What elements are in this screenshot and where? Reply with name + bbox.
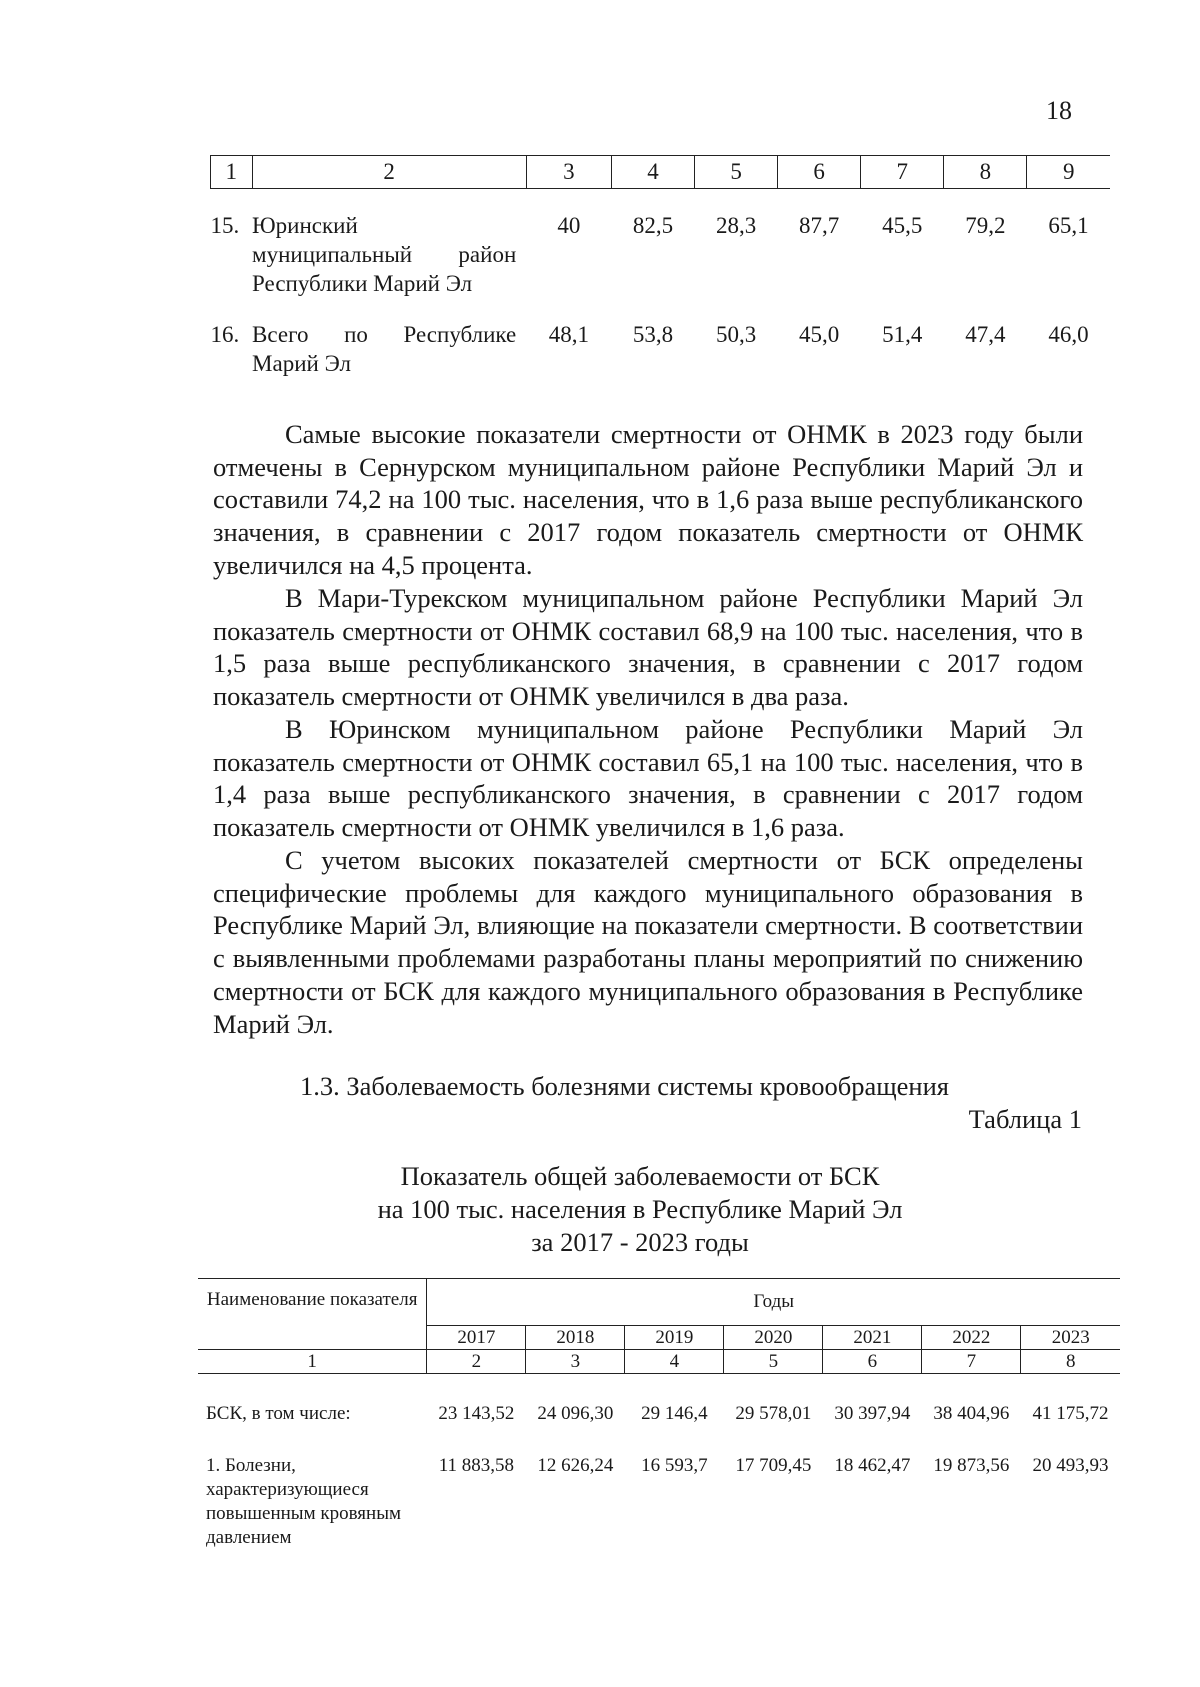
table-cell: 53,8 bbox=[632, 322, 674, 347]
column-header-years: Годы bbox=[427, 1279, 1120, 1326]
year-header: 2023 bbox=[1021, 1326, 1120, 1350]
table-cell: 18 462,47 bbox=[834, 1455, 911, 1476]
column-header: 1 bbox=[211, 156, 253, 189]
table-cell: 65,1 bbox=[1048, 213, 1089, 238]
index-cell: 3 bbox=[526, 1350, 625, 1374]
table-cell: 28,3 bbox=[715, 213, 757, 238]
index-cell: 8 bbox=[1021, 1350, 1120, 1374]
year-header: 2018 bbox=[526, 1326, 625, 1350]
table-cell: 51,4 bbox=[882, 322, 923, 347]
caption-line: Показатель общей заболеваемости от БСК bbox=[400, 1161, 880, 1191]
row-label: 1. Болезни, характеризующиеся повышенным кровяным давлением bbox=[206, 1455, 401, 1548]
table-label: Таблица 1 bbox=[968, 1104, 1082, 1134]
morbidity-table bbox=[198, 1278, 1120, 1550]
table-cell: 50,3 bbox=[715, 322, 757, 347]
row-name: Всего по Республике Марий Эл bbox=[252, 322, 517, 376]
table-cell: 87,7 bbox=[799, 213, 840, 238]
table-cell: 40 bbox=[557, 213, 581, 238]
column-header: 3 bbox=[526, 156, 611, 189]
table-row bbox=[198, 1402, 1120, 1426]
table-cell: 24 096,30 bbox=[537, 1403, 614, 1424]
row-label: БСК, в том числе: bbox=[206, 1403, 351, 1424]
paragraph: В Юринском муниципальном районе Республики Марий Эл показатель смертности от ОНМК составил 65,1 на 100 тыс. населения, что в 1,4 раза выше республиканского значения, в сравнении с 2017 годом показатель смертности от ОНМК увеличился в 1,6 раза. bbox=[213, 714, 1083, 843]
table-row bbox=[198, 1454, 1120, 1550]
section-heading: 1.3. Заболеваемость болезнями системы кровообращения bbox=[300, 1071, 949, 1101]
table-cell: 47,4 bbox=[965, 322, 1006, 347]
table-cell: 29 146,4 bbox=[641, 1403, 708, 1424]
table-cell: 19 873,56 bbox=[933, 1455, 1010, 1476]
column-header-name: Наименование показателя bbox=[198, 1279, 427, 1350]
table-row bbox=[211, 211, 1111, 298]
paragraph: Самые высокие показатели смертности от ОНМК в 2023 году были отмечены в Сернурском муниципальном районе Республики Марий Эл и составили 74,2 на 100 тыс. населения, что в 1,6 раза выше республиканского значения, в сравнении с 2017 годом показатель смертности от ОНМК увеличился на 4,5 процента. bbox=[213, 419, 1083, 580]
caption-line: за 2017 - 2023 годы bbox=[531, 1227, 749, 1257]
index-cell: 1 bbox=[198, 1350, 427, 1374]
mortality-table bbox=[210, 155, 1110, 378]
column-header: 6 bbox=[778, 156, 861, 189]
index-cell: 2 bbox=[427, 1350, 526, 1374]
index-row bbox=[198, 1350, 1120, 1374]
table-cell: 38 404,96 bbox=[933, 1403, 1010, 1424]
column-header: 4 bbox=[611, 156, 694, 189]
table-row bbox=[211, 320, 1111, 378]
table-cell: 29 578,01 bbox=[735, 1403, 812, 1424]
column-header: 7 bbox=[861, 156, 944, 189]
row-number: 16. bbox=[210, 322, 240, 347]
page-number: 18 bbox=[1046, 96, 1072, 125]
index-cell: 6 bbox=[823, 1350, 922, 1374]
year-header: 2022 bbox=[922, 1326, 1021, 1350]
column-header: 8 bbox=[944, 156, 1027, 189]
paragraph: С учетом высоких показателей смертности от БСК определены специфические проблемы для каждого муниципального образования в Республике Марий Эл, влияющие на показатели смертности. В соответствии с выявленными проблемами разработаны планы мероприятий по снижению смертности от БСК для каждого муниципального образования в Республике Марий Эл. bbox=[213, 845, 1083, 1039]
index-cell: 7 bbox=[922, 1350, 1021, 1374]
table-header-row bbox=[211, 156, 1111, 189]
table-cell: 45,0 bbox=[799, 322, 840, 347]
caption-line: на 100 тыс. населения в Республике Марий Эл bbox=[377, 1194, 903, 1224]
table-cell: 48,1 bbox=[548, 322, 589, 347]
row-number: 15. bbox=[210, 213, 240, 238]
column-header: 2 bbox=[252, 156, 526, 189]
year-header: 2021 bbox=[823, 1326, 922, 1350]
table-cell: 11 883,58 bbox=[438, 1455, 514, 1476]
table-cell: 16 593,7 bbox=[641, 1455, 708, 1476]
index-cell: 5 bbox=[724, 1350, 823, 1374]
table-cell: 45,5 bbox=[882, 213, 923, 238]
row-name: Юринский муниципальный район Республики Марий Эл bbox=[252, 213, 517, 296]
column-header: 9 bbox=[1027, 156, 1110, 189]
table-cell: 79,2 bbox=[965, 213, 1006, 238]
table-cell: 20 493,93 bbox=[1032, 1455, 1109, 1476]
table-cell: 30 397,94 bbox=[834, 1403, 911, 1424]
table-cell: 41 175,72 bbox=[1032, 1403, 1109, 1424]
table-caption bbox=[290, 1160, 990, 1259]
table-cell: 12 626,24 bbox=[537, 1455, 614, 1476]
table-cell: 17 709,45 bbox=[735, 1455, 812, 1476]
year-header: 2017 bbox=[427, 1326, 526, 1350]
index-cell: 4 bbox=[625, 1350, 724, 1374]
column-header: 5 bbox=[695, 156, 778, 189]
table-cell: 46,0 bbox=[1048, 322, 1089, 347]
paragraph: В Мари-Турекском муниципальном районе Республики Марий Эл показатель смертности от ОНМК составил 68,9 на 100 тыс. населения, что в 1,5 раза выше республиканского значения, в сравнении с 2017 годом показатель смертности от ОНМК увеличился в два раза. bbox=[213, 583, 1083, 712]
year-header: 2020 bbox=[724, 1326, 823, 1350]
year-header: 2019 bbox=[625, 1326, 724, 1350]
table-cell: 23 143,52 bbox=[438, 1403, 515, 1424]
table-cell: 82,5 bbox=[632, 213, 674, 238]
